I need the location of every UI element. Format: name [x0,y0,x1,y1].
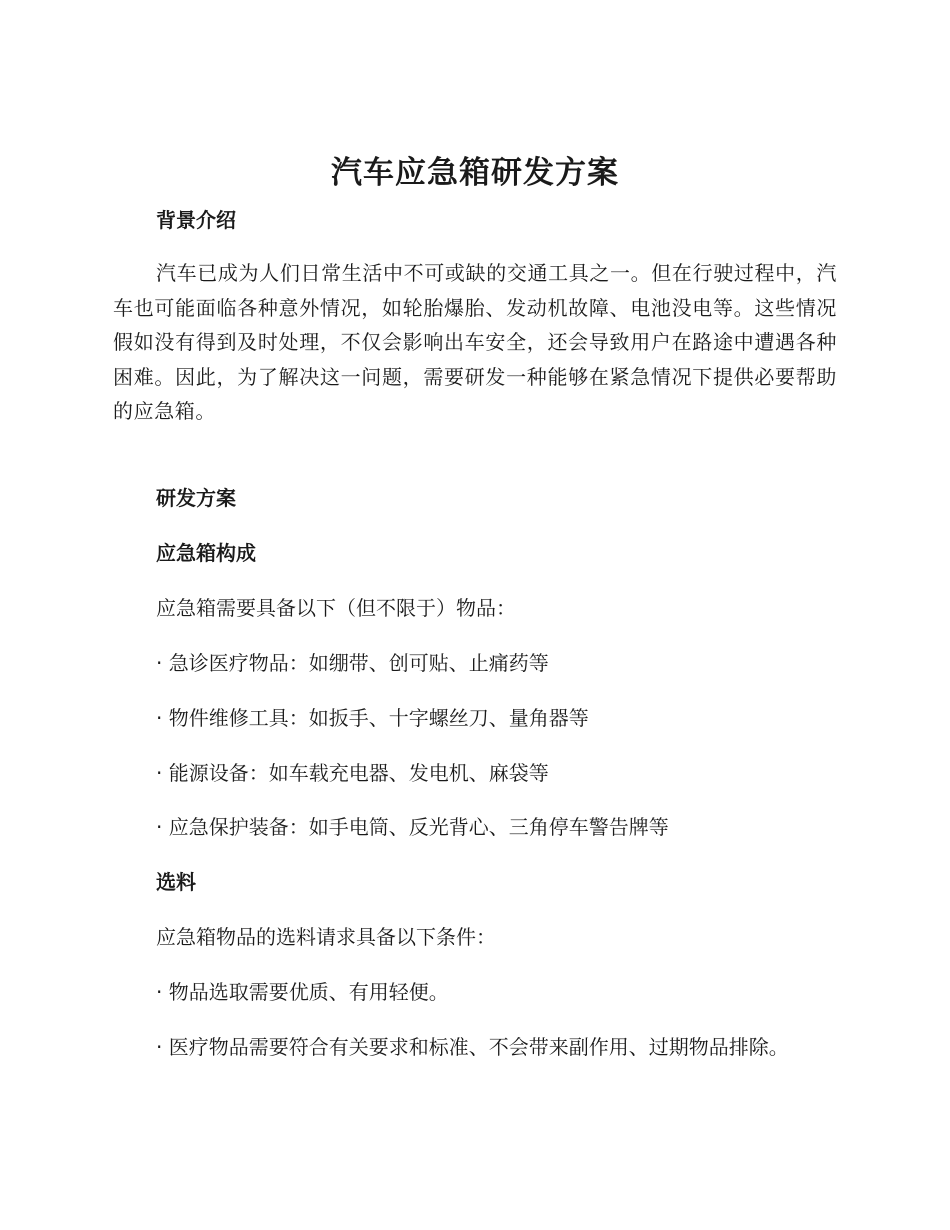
section-heading-background: 背景介绍 [156,208,236,232]
material-intro: 应急箱物品的选料请求具备以下条件： [156,925,496,949]
section-heading-material: 选料 [156,870,196,894]
list-item: · 应急保护装备：如手电筒、反光背心、三角停车警告牌等 [156,815,669,839]
list-item: · 医疗物品需要符合有关要求和标准、不会带来副作用、过期物品排除。 [156,1035,789,1059]
list-item: · 物品选取需要优质、有用轻便。 [156,980,449,1004]
list-item: · 能源设备：如车载充电器、发电机、麻袋等 [156,761,549,785]
section-heading-composition: 应急箱构成 [156,541,256,565]
section-heading-plan: 研发方案 [156,486,236,510]
document-title: 汽车应急箱研发方案 [331,155,619,191]
list-item: · 物件维修工具：如扳手、十字螺丝刀、量角器等 [156,706,589,730]
list-item: · 急诊医疗物品：如绷带、创可贴、止痛药等 [156,651,549,675]
composition-intro: 应急箱需要具备以下（但不限于）物品： [156,596,516,620]
background-paragraph: 汽车已成为人们日常生活中不可或缺的交通工具之一。但在行驶过程中，汽车也可能面临各种意外情况，如轮胎爆胎、发动机故障、电池没电等。这些情况假如没有得到及时处理，不仅会影响出车安全，还会导致用户在路途中遭遇各种困难。因此，为了解决这一问题，需要研发一种能够在紧急情况下提供必要帮助的应急箱。 [113,261,837,423]
